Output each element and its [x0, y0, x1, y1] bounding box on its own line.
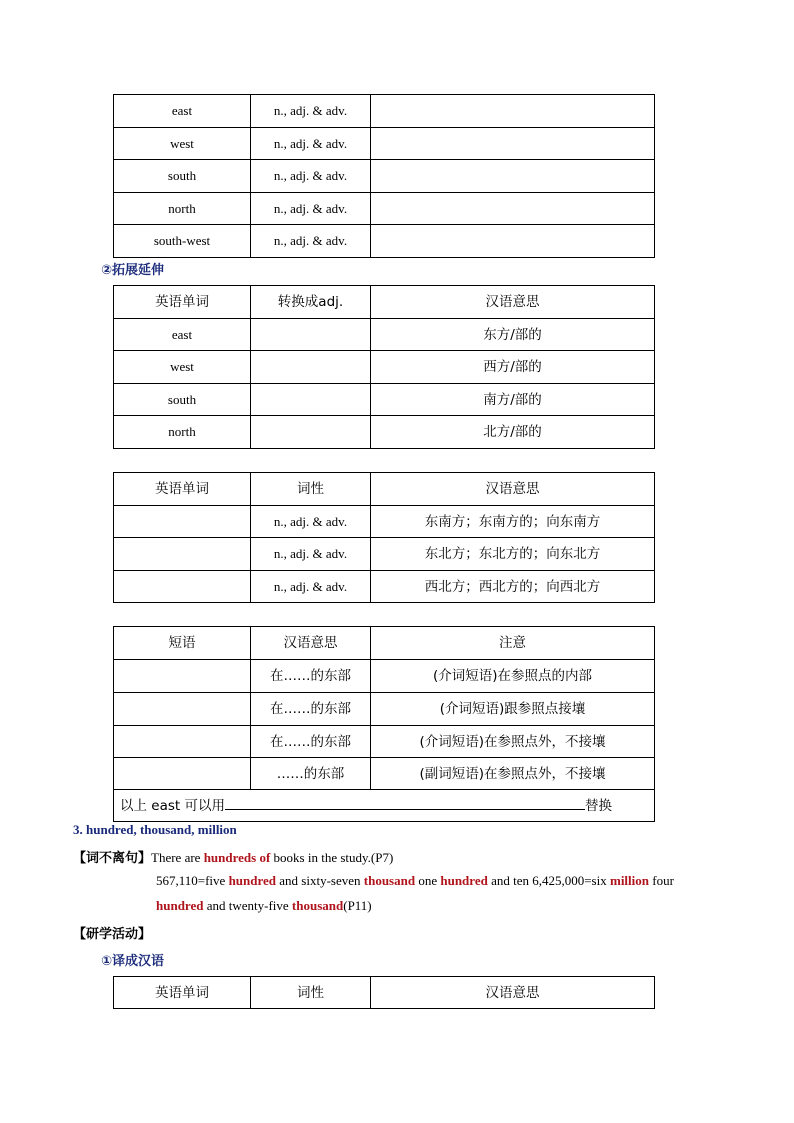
table-header-row [114, 627, 655, 660]
answer-blank[interactable] [225, 797, 585, 810]
header-cell: 词性 [251, 473, 371, 506]
num-key: thousand [291, 898, 344, 913]
header-cell: 注意 [371, 627, 655, 660]
adj-cell[interactable] [251, 384, 371, 416]
adj-cell[interactable] [251, 416, 371, 449]
num-key: thousand [363, 873, 416, 888]
meaning-cell: 在……的东部 [251, 693, 371, 726]
number-example-line-2 [156, 898, 372, 914]
meaning-cell[interactable] [371, 193, 655, 225]
translate-subheading: ①译成汉语 [101, 954, 165, 969]
example-sentence [73, 847, 393, 866]
activity-tag: 【研学活动】 [73, 927, 152, 942]
header-cell: 短语 [114, 627, 251, 660]
header-cell: 汉语意思 [371, 977, 655, 1009]
example-post: books in the study.(P7) [270, 850, 394, 865]
table-footer-row [114, 790, 655, 822]
table-row [114, 660, 655, 693]
adjective-conversion-table [113, 285, 655, 449]
table-row [114, 95, 655, 128]
table-row [114, 538, 655, 571]
table-row [114, 693, 655, 726]
meaning-cell: 西北方；西北方的；向西北方 [371, 571, 655, 603]
table-row [114, 193, 655, 225]
num-text: and twenty-five [203, 898, 292, 913]
meaning-cell: 在……的东部 [251, 726, 371, 758]
meaning-cell[interactable] [371, 128, 655, 160]
word-cell: south-west [114, 225, 251, 258]
header-cell: 汉语意思 [371, 473, 655, 506]
num-key: hundred [440, 873, 488, 888]
phrase-table [113, 626, 655, 822]
num-text: and sixty-seven [276, 873, 364, 888]
meaning-cell: 东方/部的 [371, 319, 655, 351]
num-text: one [415, 873, 441, 888]
pos-cell: n., adj. & adv. [251, 538, 371, 571]
table-row [114, 225, 655, 258]
table-header-row [114, 977, 655, 1009]
table-row [114, 726, 655, 758]
note-cell: (介词短语)跟参照点接壤 [371, 693, 655, 726]
word-cell: west [114, 128, 251, 160]
meaning-cell: ……的东部 [251, 758, 371, 790]
word-cell: west [114, 351, 251, 384]
note-cell: (副词短语)在参照点外，不接壤 [371, 758, 655, 790]
example-key: hundreds of [203, 850, 271, 865]
word-cell: south [114, 384, 251, 416]
table-row [114, 571, 655, 603]
table-row [114, 128, 655, 160]
meaning-cell: 南方/部的 [371, 384, 655, 416]
pos-cell: n., adj. & adv. [251, 160, 371, 193]
header-cell: 词性 [251, 977, 371, 1009]
compound-direction-table [113, 472, 655, 603]
num-text: (P11) [343, 898, 372, 913]
meaning-cell: 在……的东部 [251, 660, 371, 693]
meaning-cell: 东南方；东南方的；向东南方 [371, 506, 655, 538]
header-cell: 英语单词 [114, 473, 251, 506]
adj-cell[interactable] [251, 319, 371, 351]
num-text: four [649, 873, 674, 888]
section-heading-extension: ②拓展延伸 [101, 263, 165, 278]
table-header-row [114, 473, 655, 506]
note-cell: (介词短语)在参照点的内部 [371, 660, 655, 693]
meaning-cell[interactable] [371, 160, 655, 193]
num-key: million [609, 873, 649, 888]
word-cell: east [114, 95, 251, 128]
word-cell: north [114, 416, 251, 449]
example-tag: 【词不离句】 [73, 851, 152, 866]
footer-suffix: 替换 [585, 798, 612, 814]
word-cell: north [114, 193, 251, 225]
word-cell: east [114, 319, 251, 351]
section-heading-numbers: 3. hundred, thousand, million [73, 822, 237, 837]
meaning-cell[interactable] [371, 225, 655, 258]
header-cell: 英语单词 [114, 286, 251, 319]
word-cell: south [114, 160, 251, 193]
footer-cell [114, 790, 655, 822]
header-cell: 转换成adj. [251, 286, 371, 319]
header-cell: 英语单词 [114, 977, 251, 1009]
adj-cell[interactable] [251, 351, 371, 384]
num-key: hundred [228, 873, 277, 888]
example-pre: There are [151, 850, 204, 865]
table-row [114, 319, 655, 351]
header-cell: 汉语意思 [371, 286, 655, 319]
number-example-line-1 [156, 873, 674, 889]
num-text: 567,110=five [156, 873, 229, 888]
pos-cell: n., adj. & adv. [251, 95, 371, 128]
pos-cell: n., adj. & adv. [251, 225, 371, 258]
word-cell[interactable] [114, 538, 251, 571]
meaning-cell: 东北方；东北方的；向东北方 [371, 538, 655, 571]
table-row [114, 160, 655, 193]
meaning-cell: 西方/部的 [371, 351, 655, 384]
footer-prefix: 以上 east 可以用 [120, 798, 225, 814]
table-row [114, 758, 655, 790]
header-cell: 汉语意思 [251, 627, 371, 660]
meaning-cell: 北方/部的 [371, 416, 655, 449]
word-cell[interactable] [114, 571, 251, 603]
phrase-cell[interactable] [114, 693, 251, 726]
phrase-cell[interactable] [114, 758, 251, 790]
word-cell[interactable] [114, 506, 251, 538]
num-key: hundred [156, 898, 204, 913]
pos-cell: n., adj. & adv. [251, 506, 371, 538]
phrase-cell[interactable] [114, 660, 251, 693]
table-row [114, 384, 655, 416]
table-row [114, 416, 655, 449]
number-words-table [113, 976, 655, 1009]
pos-cell: n., adj. & adv. [251, 193, 371, 225]
direction-words-table [113, 94, 655, 258]
table-header-row [114, 286, 655, 319]
table-row [114, 351, 655, 384]
pos-cell: n., adj. & adv. [251, 128, 371, 160]
phrase-cell[interactable] [114, 726, 251, 758]
num-text: and ten 6,425,000=six [487, 873, 610, 888]
note-cell: (介词短语)在参照点外，不接壤 [371, 726, 655, 758]
meaning-cell[interactable] [371, 95, 655, 128]
pos-cell: n., adj. & adv. [251, 571, 371, 603]
table-row [114, 506, 655, 538]
